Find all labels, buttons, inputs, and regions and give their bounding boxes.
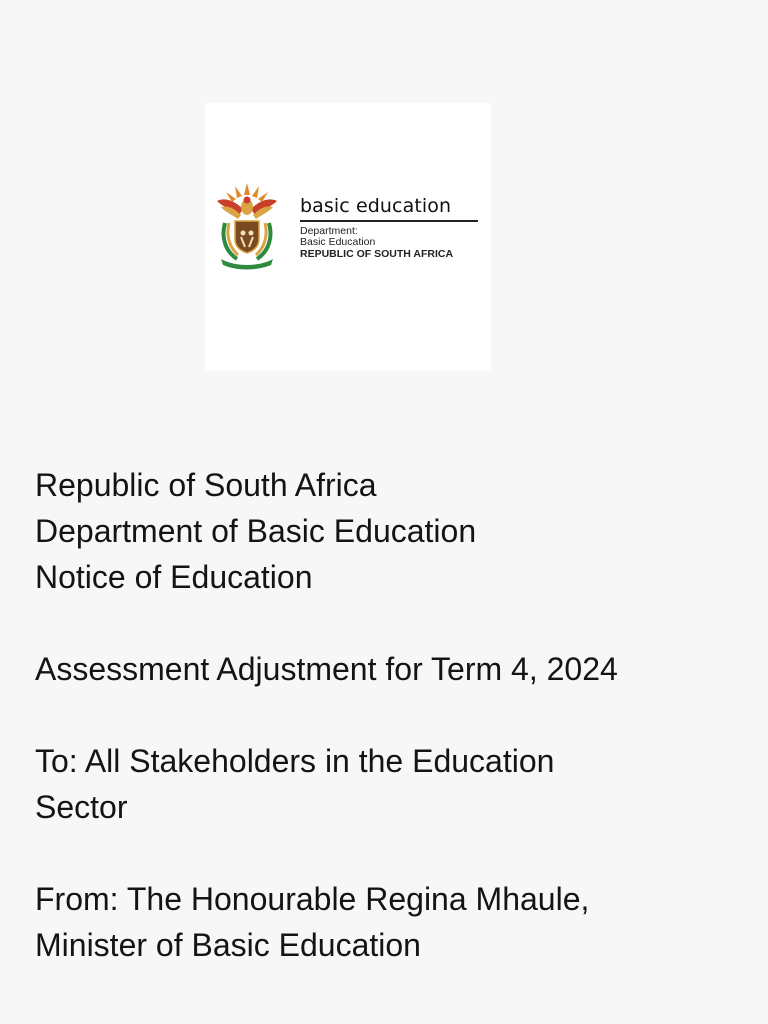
logo-country: REPUBLIC OF SOUTH AFRICA [300,247,454,260]
spacer [35,830,735,876]
logo-title: basic education [300,195,452,217]
spacer [35,692,735,738]
recipient-line-1: To: All Stakeholders in the Education [35,743,555,779]
header-country: Republic of South Africa [35,467,377,503]
logo-divider [300,220,478,222]
department-logo [205,103,491,371]
sender-line-1: From: The Honourable Regina Mhaule, [35,881,590,917]
recipient-line-2: Sector [35,789,128,825]
header-notice-type: Notice of Education [35,559,313,595]
notice-subject: Assessment Adjustment for Term 4, 2024 [35,651,618,687]
logo-department-label: Department: [300,224,358,237]
coat-of-arms-icon [211,179,283,271]
notice-body [35,462,735,968]
spacer [35,600,735,646]
logo-department-name: Basic Education [300,236,376,248]
logo-wordmark [300,195,482,260]
sender-line-2: Minister of Basic Education [35,927,421,963]
header-department: Department of Basic Education [35,513,477,549]
